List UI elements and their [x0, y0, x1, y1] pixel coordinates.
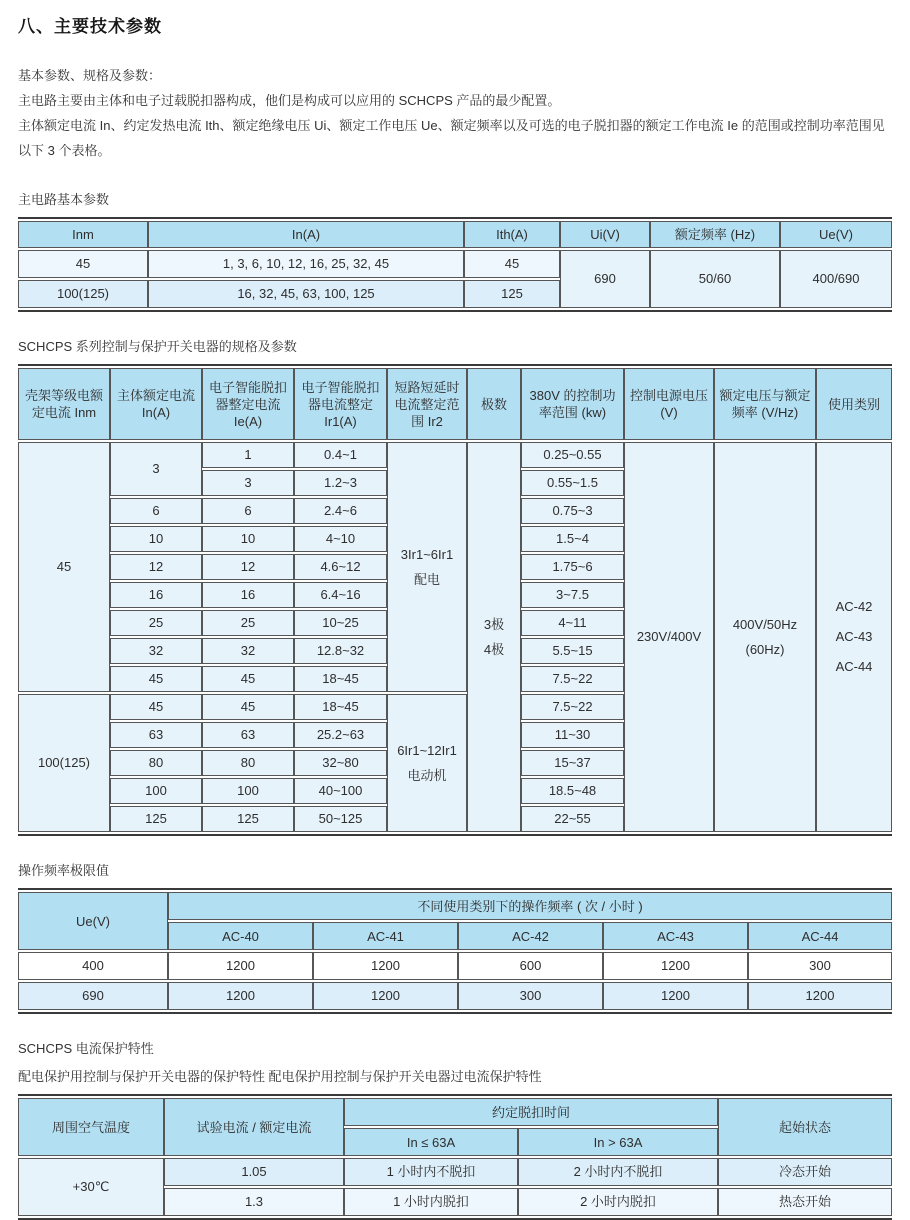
header-cell: 主体额定电流 In(A): [110, 368, 202, 440]
header-cell: AC-40: [168, 922, 313, 950]
usage-category: AC-44: [835, 659, 873, 674]
data-cell: 300: [458, 982, 603, 1010]
data-cell: 45: [202, 694, 294, 720]
header-cell: Inm: [18, 221, 148, 248]
data-cell: 10: [202, 526, 294, 552]
data-cell: 1.3: [164, 1188, 344, 1216]
data-cell: 25: [202, 610, 294, 636]
data-cell: 2 小时内不脱扣: [518, 1158, 718, 1186]
data-cell: 6: [202, 498, 294, 524]
header-cell: AC-41: [313, 922, 458, 950]
data-cell: 18~45: [294, 694, 387, 720]
header-cell: 不同使用类别下的操作频率 ( 次 / 小时 ): [168, 892, 892, 920]
data-cell: 600: [458, 952, 603, 980]
data-cell: 400/690: [780, 250, 892, 308]
poles-option: 3极: [483, 616, 505, 632]
data-cell: 32: [110, 638, 202, 664]
data-cell: 冷态开始: [718, 1158, 892, 1186]
ir2-range: 6Ir1~12Ir1: [397, 742, 457, 758]
data-cell: 0.25~0.55: [521, 442, 624, 468]
data-cell: 1.2~3: [294, 470, 387, 496]
data-cell: 0.4~1: [294, 442, 387, 468]
intro-block: [18, 63, 892, 163]
page-title: 八、主要技术参数: [18, 17, 162, 36]
data-cell: [387, 694, 467, 832]
data-cell: 80: [110, 750, 202, 776]
data-cell: 45: [464, 250, 560, 278]
data-cell: 1.75~6: [521, 554, 624, 580]
data-cell: 12: [202, 554, 294, 580]
data-cell: 3~7.5: [521, 582, 624, 608]
data-cell: 2.4~6: [294, 498, 387, 524]
header-cell: In(A): [148, 221, 464, 248]
data-cell: 10~25: [294, 610, 387, 636]
data-cell: 11~30: [521, 722, 624, 748]
header-cell: 电子智能脱扣器电流整定 Ir1(A): [294, 368, 387, 440]
header-cell: 使用类别: [816, 368, 892, 440]
header-cell: Ue(V): [18, 892, 168, 950]
data-cell: 63: [110, 722, 202, 748]
table2-title: SCHCPS 系列控制与保护开关电器的规格及参数: [18, 339, 297, 354]
table-row: [18, 250, 892, 278]
data-cell: 125: [110, 806, 202, 832]
data-cell: 0.55~1.5: [521, 470, 624, 496]
table-row: [18, 442, 892, 468]
data-cell: 400: [18, 952, 168, 980]
intro-paragraph: 基本参数、规格及参数：: [18, 68, 162, 83]
table4-title: SCHCPS 电流保护特性: [18, 1041, 154, 1056]
data-cell: 50/60: [650, 250, 780, 308]
data-cell: 6: [110, 498, 202, 524]
data-cell: 5.5~15: [521, 638, 624, 664]
data-cell: 18~45: [294, 666, 387, 692]
header-cell: Ith(A): [464, 221, 560, 248]
data-cell: 1 小时内脱扣: [344, 1188, 518, 1216]
data-cell: [467, 442, 521, 832]
header-cell: AC-42: [458, 922, 603, 950]
data-cell: 22~55: [521, 806, 624, 832]
table-header-row: [18, 368, 892, 440]
header-cell: 周围空气温度: [18, 1098, 164, 1156]
data-cell: 1200: [603, 952, 748, 980]
data-cell: 4.6~12: [294, 554, 387, 580]
data-cell: 2 小时内脱扣: [518, 1188, 718, 1216]
data-cell: 690: [560, 250, 650, 308]
data-cell: 热态开始: [718, 1188, 892, 1216]
data-cell: 3: [202, 470, 294, 496]
header-cell: 壳架等级电额定电流 Inm: [18, 368, 110, 440]
data-cell: 690: [18, 982, 168, 1010]
data-cell: 7.5~22: [521, 666, 624, 692]
table4-subtitle: 配电保护用控制与保护开关电器的保护特性 配电保护用控制与保护开关电器过电流保护特性: [18, 1069, 542, 1084]
table-row: [18, 982, 892, 1010]
usage-category: AC-43: [835, 629, 873, 644]
ir2-range: 3Ir1~6Ir1: [400, 546, 454, 562]
data-cell: 80: [202, 750, 294, 776]
protection-table: [18, 1094, 892, 1220]
data-cell: [714, 442, 816, 832]
data-cell: [816, 442, 892, 832]
data-cell: 0.75~3: [521, 498, 624, 524]
data-cell: 1: [202, 442, 294, 468]
data-cell: 3: [110, 442, 202, 496]
data-cell: 18.5~48: [521, 778, 624, 804]
voltage-frequency: 400V/50Hz: [732, 616, 798, 632]
table-header-row: [18, 892, 892, 920]
data-cell: 125: [464, 280, 560, 308]
data-cell: 1, 3, 6, 10, 12, 16, 25, 32, 45: [148, 250, 464, 278]
header-cell: 额定电压与额定频率 (V/Hz): [714, 368, 816, 440]
data-cell: 1200: [313, 952, 458, 980]
header-cell: 短路短延时电流整定范围 Ir2: [387, 368, 467, 440]
table3-title: 操作频率极限值: [18, 863, 110, 878]
voltage-frequency: (60Hz): [745, 641, 785, 657]
table-header-row: [18, 221, 892, 248]
specs-table: [18, 364, 892, 836]
data-cell: 12.8~32: [294, 638, 387, 664]
data-cell: 1200: [313, 982, 458, 1010]
data-cell: +30℃: [18, 1158, 164, 1216]
header-cell: Ue(V): [780, 221, 892, 248]
data-cell: 12: [110, 554, 202, 580]
header-cell: In > 63A: [518, 1128, 718, 1156]
ir2-usage: 配电: [413, 571, 440, 587]
header-cell: AC-43: [603, 922, 748, 950]
header-cell: 电子智能脱扣器整定电流 Ie(A): [202, 368, 294, 440]
usage-category: AC-42: [835, 599, 873, 614]
data-cell: 15~37: [521, 750, 624, 776]
data-cell: 4~10: [294, 526, 387, 552]
data-cell: 7.5~22: [521, 694, 624, 720]
data-cell: 1200: [168, 982, 313, 1010]
header-cell: 试验电流 / 额定电流: [164, 1098, 344, 1156]
header-cell: In ≤ 63A: [344, 1128, 518, 1156]
header-cell: 380V 的控制功率范围 (kw): [521, 368, 624, 440]
data-cell: 100(125): [18, 280, 148, 308]
data-cell: 45: [110, 694, 202, 720]
data-cell: 4~11: [521, 610, 624, 636]
data-cell: 100: [110, 778, 202, 804]
data-cell: [387, 442, 467, 692]
data-cell: 63: [202, 722, 294, 748]
data-cell: 16: [202, 582, 294, 608]
table-row: [18, 1158, 892, 1186]
data-cell: 300: [748, 952, 892, 980]
data-cell: 50~125: [294, 806, 387, 832]
data-cell: 100: [202, 778, 294, 804]
operation-frequency-table: [18, 888, 892, 1014]
data-cell: 45: [110, 666, 202, 692]
data-cell: 1200: [168, 952, 313, 980]
header-cell: 约定脱扣时间: [344, 1098, 718, 1126]
data-cell: 1200: [603, 982, 748, 1010]
intro-paragraph: 主电路主要由主体和电子过载脱扣器构成，他们是构成可以应用的 SCHCPS 产品的最少配置。: [18, 93, 561, 108]
data-cell: 1.05: [164, 1158, 344, 1186]
header-cell: 起始状态: [718, 1098, 892, 1156]
data-cell: 1200: [748, 982, 892, 1010]
header-cell: 极数: [467, 368, 521, 440]
data-cell: 40~100: [294, 778, 387, 804]
data-cell: 100(125): [18, 694, 110, 832]
header-cell: AC-44: [748, 922, 892, 950]
header-cell: 控制电源电压 (V): [624, 368, 714, 440]
intro-paragraph: 主体额定电流 In、约定发热电流 Ith、额定绝缘电压 Ui、额定工作电压 Ue、额定频率以及可选的电子脱扣器的额定工作电流 Ie 的范围或控制功率范围见 以下 3 个表格。: [18, 118, 885, 158]
data-cell: 45: [18, 250, 148, 278]
data-cell: 16: [110, 582, 202, 608]
data-cell: 25: [110, 610, 202, 636]
data-cell: 230V/400V: [624, 442, 714, 832]
data-cell: 6.4~16: [294, 582, 387, 608]
data-cell: 1 小时内不脱扣: [344, 1158, 518, 1186]
header-cell: 额定频率 (Hz): [650, 221, 780, 248]
data-cell: 32~80: [294, 750, 387, 776]
table1-title: 主电路基本参数: [18, 192, 110, 207]
data-cell: 10: [110, 526, 202, 552]
data-cell: 32: [202, 638, 294, 664]
header-cell: Ui(V): [560, 221, 650, 248]
data-cell: 25.2~63: [294, 722, 387, 748]
data-cell: 16, 32, 45, 63, 100, 125: [148, 280, 464, 308]
main-circuit-table: [18, 217, 892, 312]
poles-option: 4极: [483, 641, 505, 657]
table-header-row: [18, 1098, 892, 1126]
data-cell: 45: [18, 442, 110, 692]
data-cell: 1.5~4: [521, 526, 624, 552]
table-row: [18, 952, 892, 980]
data-cell: 45: [202, 666, 294, 692]
ir2-usage: 电动机: [407, 767, 447, 783]
data-cell: 125: [202, 806, 294, 832]
